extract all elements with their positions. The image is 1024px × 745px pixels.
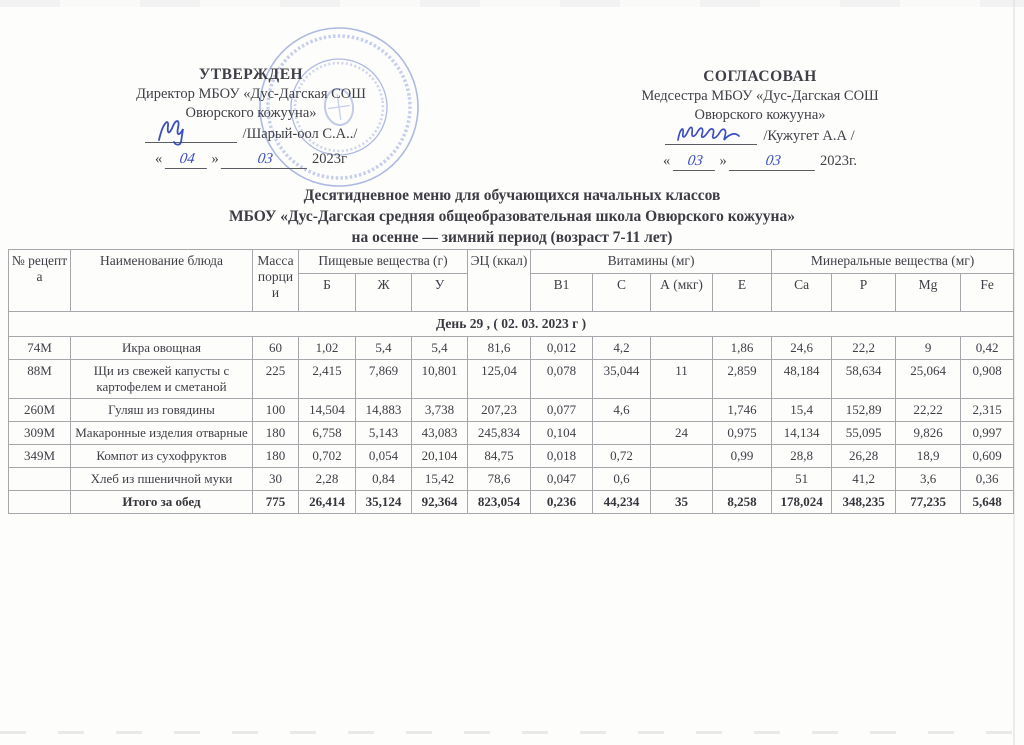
- value-cell: 84,75: [468, 445, 531, 468]
- recipe-cell: 260М: [9, 399, 71, 422]
- header-carbs: У: [412, 274, 468, 312]
- value-cell: 0,36: [961, 468, 1014, 491]
- value-cell: 24,6: [772, 337, 832, 360]
- dish-cell: Гуляш из говядины: [71, 399, 253, 422]
- recipe-cell: 88М: [9, 360, 71, 399]
- approval-left-line2: Овюрского кожууна»: [185, 105, 317, 121]
- value-cell: 4,2: [593, 337, 651, 360]
- value-cell: 2,415: [299, 360, 356, 399]
- header-b1: В1: [531, 274, 593, 312]
- table-row: [9, 468, 1014, 491]
- header-fat: Ж: [356, 274, 412, 312]
- header-e: Е: [713, 274, 772, 312]
- value-cell: 3,6: [896, 468, 961, 491]
- dish-cell: Итого за обед: [71, 491, 253, 514]
- menu-table: [8, 249, 1014, 514]
- value-cell: 9,826: [896, 422, 961, 445]
- total-row: [9, 491, 1014, 514]
- dish-cell: Щи из свежей капусты с картофелем и сметаной: [71, 360, 253, 399]
- value-cell: 2,315: [961, 399, 1014, 422]
- value-cell: 1,746: [713, 399, 772, 422]
- table-row: [9, 360, 1014, 399]
- value-cell: 11: [651, 360, 713, 399]
- menu-table-body: [9, 312, 1014, 514]
- value-cell: 51: [772, 468, 832, 491]
- dish-cell: Хлеб из пшеничной муки: [71, 468, 253, 491]
- value-cell: 5,648: [961, 491, 1014, 514]
- approval-right-title: СОГЛАСОВАН: [703, 68, 817, 85]
- value-cell: 25,064: [896, 360, 961, 399]
- header-group-minerals: Минеральные вещества (мг): [772, 250, 1014, 274]
- value-cell: 77,235: [896, 491, 961, 514]
- value-cell: 43,083: [412, 422, 468, 445]
- header-p: Р: [832, 274, 896, 312]
- header-ca: Са: [772, 274, 832, 312]
- value-cell: 9: [896, 337, 961, 360]
- title-line-2: МБОУ «Дус-Дагская средняя общеобразовательная школа Овюрского кожууна»: [229, 208, 795, 225]
- value-cell: 22,22: [896, 399, 961, 422]
- scan-artifact-bottom: [0, 731, 1024, 734]
- value-cell: 35,124: [356, 491, 412, 514]
- dish-cell: Компот из сухофруктов: [71, 445, 253, 468]
- value-cell: 44,234: [593, 491, 651, 514]
- value-cell: 0,997: [961, 422, 1014, 445]
- value-cell: 775: [253, 491, 299, 514]
- value-cell: 48,184: [772, 360, 832, 399]
- value-cell: 10,801: [412, 360, 468, 399]
- header-mass: Масса порции: [253, 250, 299, 312]
- value-cell: [651, 337, 713, 360]
- value-cell: 26,28: [832, 445, 896, 468]
- value-cell: 823,054: [468, 491, 531, 514]
- value-cell: 225: [253, 360, 299, 399]
- value-cell: 0,72: [593, 445, 651, 468]
- value-cell: 60: [253, 337, 299, 360]
- value-cell: 180: [253, 445, 299, 468]
- value-cell: 1,02: [299, 337, 356, 360]
- title-line-1: Десятидневное меню для обучающихся начальных классов: [303, 187, 721, 204]
- header-a: А (мкг): [651, 274, 713, 312]
- quote-close: »: [719, 153, 727, 169]
- title-line-3: на осенне — зимний период (возраст 7-11 лет): [351, 229, 673, 246]
- value-cell: 58,634: [832, 360, 896, 399]
- value-cell: 14,504: [299, 399, 356, 422]
- value-cell: 78,6: [468, 468, 531, 491]
- value-cell: 22,2: [832, 337, 896, 360]
- recipe-cell: [9, 468, 71, 491]
- value-cell: 41,2: [832, 468, 896, 491]
- approval-right-signature-row: [580, 128, 940, 150]
- dish-cell: Икра овощная: [71, 337, 253, 360]
- approval-left-signature-row: [66, 126, 436, 148]
- table-row: [9, 337, 1014, 360]
- table-row: [9, 399, 1014, 422]
- value-cell: 152,89: [832, 399, 896, 422]
- header-group-vitamins: Витамины (мг): [531, 250, 772, 274]
- value-cell: 35: [651, 491, 713, 514]
- value-cell: 35,044: [593, 360, 651, 399]
- value-cell: 348,235: [832, 491, 896, 514]
- recipe-cell: [9, 491, 71, 514]
- value-cell: 7,869: [356, 360, 412, 399]
- value-cell: 55,095: [832, 422, 896, 445]
- value-cell: 0,84: [356, 468, 412, 491]
- value-cell: 0,047: [531, 468, 593, 491]
- recipe-cell: 349М: [9, 445, 71, 468]
- value-cell: 178,024: [772, 491, 832, 514]
- value-cell: 0,018: [531, 445, 593, 468]
- signature-line: [145, 129, 237, 143]
- approval-left-date-row: [66, 151, 436, 169]
- value-cell: [593, 422, 651, 445]
- value-cell: 15,42: [412, 468, 468, 491]
- value-cell: 0,702: [299, 445, 356, 468]
- handwritten-signature-icon: [675, 120, 745, 148]
- approval-left-year: 2023г: [312, 151, 347, 167]
- handwritten-day: 03: [673, 154, 717, 171]
- approval-block-right: [580, 68, 940, 171]
- value-cell: 6,758: [299, 422, 356, 445]
- approval-left-title: УТВЕРЖДЕН: [198, 66, 304, 83]
- value-cell: 0,99: [713, 445, 772, 468]
- table-row: [9, 422, 1014, 445]
- value-cell: 1,86: [713, 337, 772, 360]
- value-cell: 30: [253, 468, 299, 491]
- approval-left-line1: Директор МБОУ «Дус-Дагская СОШ: [136, 86, 366, 102]
- value-cell: 5,4: [356, 337, 412, 360]
- value-cell: 4,6: [593, 399, 651, 422]
- header-fe: Fe: [961, 274, 1014, 312]
- value-cell: 26,414: [299, 491, 356, 514]
- header-protein: Б: [299, 274, 356, 312]
- value-cell: 207,23: [468, 399, 531, 422]
- handwritten-month: 03: [221, 152, 309, 169]
- value-cell: 24: [651, 422, 713, 445]
- value-cell: 0,6: [593, 468, 651, 491]
- value-cell: 0,054: [356, 445, 412, 468]
- scan-artifact-top: [0, 0, 1024, 7]
- approval-right-date-row: [580, 153, 940, 171]
- signature-line: [665, 131, 757, 145]
- value-cell: 0,104: [531, 422, 593, 445]
- value-cell: 2,859: [713, 360, 772, 399]
- value-cell: 20,104: [412, 445, 468, 468]
- header-mg: Mg: [896, 274, 961, 312]
- value-cell: 28,8: [772, 445, 832, 468]
- handwritten-month: 03: [729, 154, 817, 171]
- value-cell: [713, 468, 772, 491]
- quote-open: «: [663, 153, 671, 169]
- value-cell: [651, 445, 713, 468]
- header-c: С: [593, 274, 651, 312]
- value-cell: 180: [253, 422, 299, 445]
- value-cell: 3,738: [412, 399, 468, 422]
- table-row: [9, 445, 1014, 468]
- quote-close: »: [211, 151, 219, 167]
- value-cell: 0,609: [961, 445, 1014, 468]
- value-cell: 0,42: [961, 337, 1014, 360]
- value-cell: 14,883: [356, 399, 412, 422]
- value-cell: 15,4: [772, 399, 832, 422]
- value-cell: 0,975: [713, 422, 772, 445]
- recipe-cell: 309М: [9, 422, 71, 445]
- value-cell: 125,04: [468, 360, 531, 399]
- value-cell: 5,143: [356, 422, 412, 445]
- approval-right-line1: Медсестра МБОУ «Дус-Дагская СОШ: [641, 88, 879, 104]
- value-cell: 100: [253, 399, 299, 422]
- value-cell: 8,258: [713, 491, 772, 514]
- value-cell: 0,012: [531, 337, 593, 360]
- value-cell: 81,6: [468, 337, 531, 360]
- approval-right-year: 2023г.: [820, 153, 857, 169]
- approval-right-signature-name: /Кужугет А.А /: [763, 128, 855, 144]
- approval-block-left: [66, 66, 436, 169]
- value-cell: 0,077: [531, 399, 593, 422]
- header-energy: ЭЦ (ккал): [468, 250, 531, 312]
- value-cell: 0,078: [531, 360, 593, 399]
- value-cell: [651, 468, 713, 491]
- value-cell: 14,134: [772, 422, 832, 445]
- value-cell: 92,364: [412, 491, 468, 514]
- recipe-cell: 74М: [9, 337, 71, 360]
- header-dish: Наименование блюда: [71, 250, 253, 312]
- header-group-nutrients: Пищевые вещества (г): [299, 250, 468, 274]
- value-cell: 2,28: [299, 468, 356, 491]
- day-header-label: День 29 , ( 02. 03. 2023 г ): [9, 312, 1014, 337]
- quote-open: «: [155, 151, 163, 167]
- handwritten-signature-icon: [155, 116, 201, 146]
- header-recipe: № рецепта: [9, 250, 71, 312]
- value-cell: 245,834: [468, 422, 531, 445]
- approval-left-signature-name: /Шарый-оол С.А../: [242, 126, 358, 142]
- value-cell: 5,4: [412, 337, 468, 360]
- value-cell: [651, 399, 713, 422]
- value-cell: 0,236: [531, 491, 593, 514]
- value-cell: 0,908: [961, 360, 1014, 399]
- document-title: [0, 185, 1024, 248]
- dish-cell: Макаронные изделия отварные: [71, 422, 253, 445]
- value-cell: 18,9: [896, 445, 961, 468]
- day-header-row: [9, 312, 1014, 337]
- handwritten-day: 04: [165, 152, 209, 169]
- approval-right-line2: Овюрского кожууна»: [694, 107, 826, 123]
